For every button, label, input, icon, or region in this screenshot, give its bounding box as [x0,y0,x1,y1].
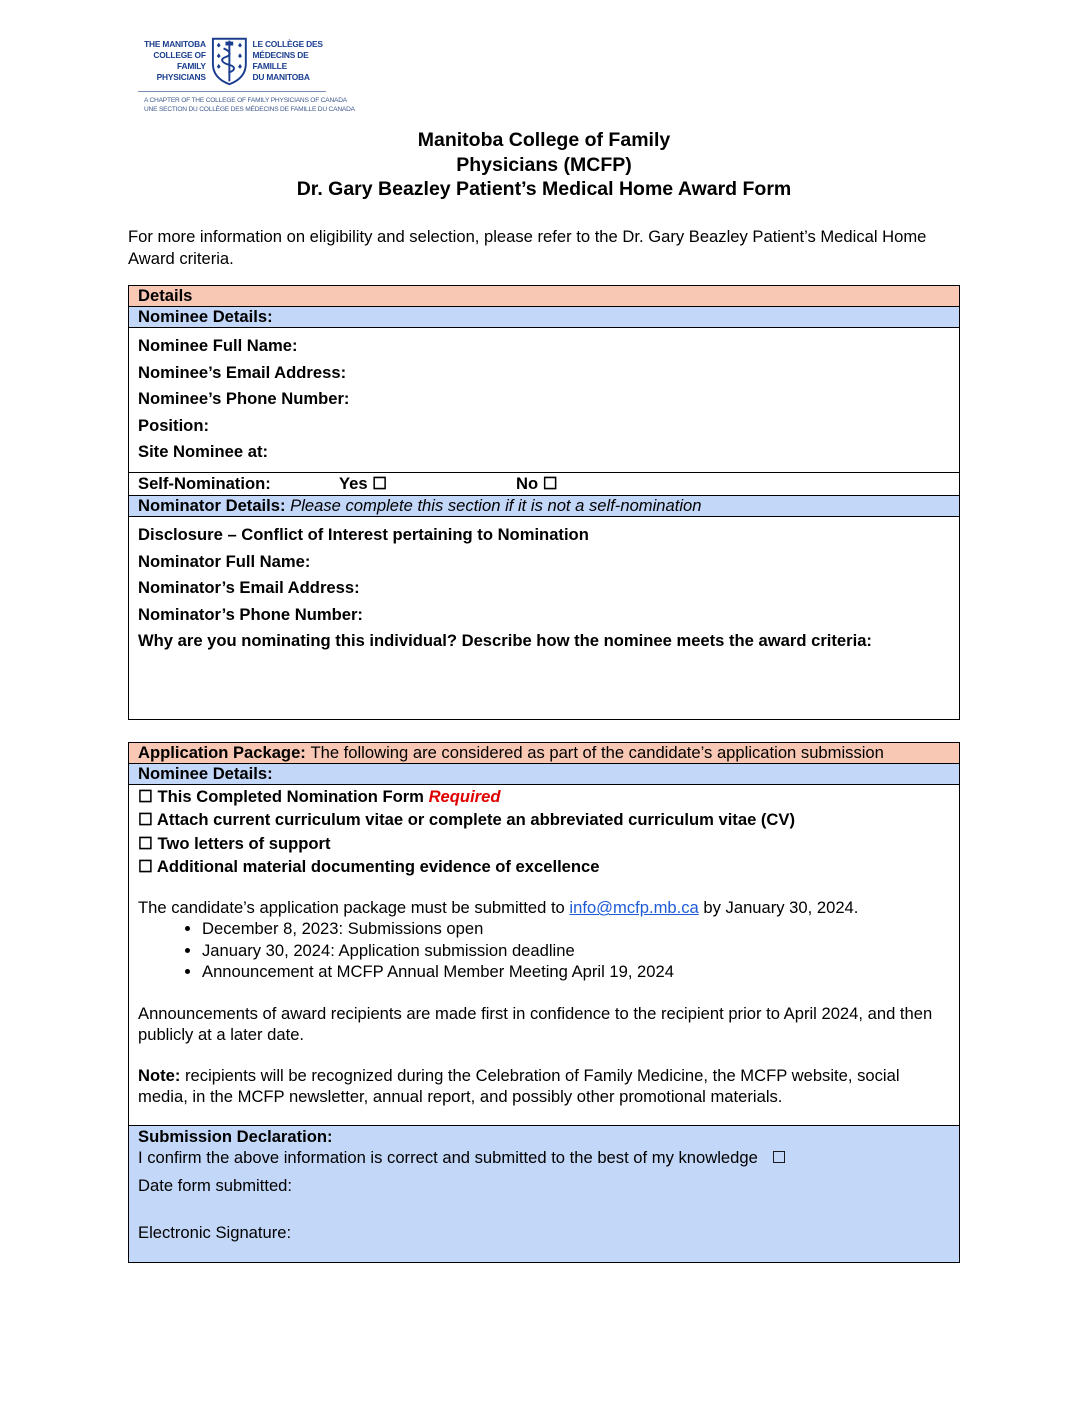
confirm-checkbox[interactable]: ☐ [771,1147,787,1167]
page-title: Manitoba College of Family Physicians (MCFP) Dr. Gary Beazley Patient’s Medical Home Award Form [296,129,792,200]
package-body [129,785,960,1126]
nominator-email-field[interactable]: Nominator’s Email Address: [138,578,360,598]
yes-checkbox[interactable]: ☐ [372,473,388,493]
checkbox[interactable]: ☐ [138,856,153,876]
application-package-table [128,742,960,1263]
mcfp-logo [138,36,355,118]
electronic-signature-field[interactable]: Electronic Signature: [138,1222,292,1242]
key-dates-list [138,918,950,983]
checklist-item-cv[interactable]: ☐ Attach current curriculum vitae or complete an abbreviated curriculum vitae (CV) [138,810,796,830]
details-header: Details [129,286,960,307]
conflict-disclosure-field[interactable]: Disclosure – Conflict of Interest pertaining to Nomination [138,524,589,544]
list-item: • Announcement at MCFP Annual Member Meeting April 19, 2024 [202,961,950,983]
package-nominee-details-header: Nominee Details: [129,764,960,785]
logo-name-en: THE MANITOBA COLLEGE OF FAMILY PHYSICIANS [144,39,206,82]
self-nomination-no[interactable]: No ☐ [516,473,558,493]
announcements-text: Announcements of award recipients are made first in confidence to the recipient prior to April 2024, and then publicly at a later date. [138,1003,933,1044]
nominee-fields [129,328,960,473]
nominee-phone-field[interactable]: Nominee’s Phone Number: [138,389,350,409]
checkbox[interactable]: ☐ [138,810,153,830]
logo-tagline: A CHAPTER OF THE COLLEGE OF FAMILY PHYSICIANS OF CANADA UNE SECTION DU COLLÈGE DES MÉDECINS DE FAMILLE DU CANADA [144,97,355,113]
declaration-confirm: I confirm the above information is correct and submitted to the best of my knowledge ☐ [138,1147,787,1167]
checklist-item-additional-material[interactable]: ☐ Additional material documenting evidence of excellence [138,856,600,876]
intro-text: For more information on eligibility and selection, please refer to the Dr. Gary Beazley Patient’s Medical Home Award criteria. [128,227,927,268]
list-item: • December 8, 2023: Submissions open [202,918,950,940]
declaration-header: Submission Declaration: [138,1126,333,1146]
package-checklist [138,785,950,878]
nominee-full-name-field[interactable]: Nominee Full Name: [138,336,298,355]
submission-declaration [129,1125,960,1262]
logo-divider [138,91,326,92]
checklist-item-letters[interactable]: ☐ Two letters of support [138,833,331,853]
required-label: Required [428,787,501,806]
submission-instructions: The candidate’s application package must be submitted to info@mcfp.mb.ca by January 30, 2024. [138,898,859,918]
shield-crest-icon [210,36,249,86]
self-nomination-row [129,472,960,495]
logo-name-fr: LE COLLÈGE DES MÉDECINS DE FAMILLE DU MANITOBA [252,39,323,82]
nominator-full-name-field[interactable]: Nominator Full Name: [138,551,311,571]
nominator-details-header: Nominator Details: Please complete this section if it is not a self-nomination [129,495,960,516]
self-nomination-label: Self-Nomination: [138,473,271,493]
self-nomination-yes[interactable]: Yes ☐ [339,473,388,493]
submission-email-link[interactable]: info@mcfp.mb.ca [569,898,699,918]
checkbox[interactable]: ☐ [138,833,153,853]
nomination-reason-field[interactable]: Why are you nominating this individual? Describe how the nominee meets the award criteria: [138,631,872,651]
checklist-item-nomination-form[interactable]: ☐ This Completed Nomination Form Required [138,787,501,806]
application-package-header: Application Package: The following are considered as part of the candidate’s application submission [129,743,960,764]
nominee-email-field[interactable]: Nominee’s Email Address: [138,362,347,382]
nominator-fields [129,516,960,719]
nominee-site-field[interactable]: Site Nominee at: [138,442,269,462]
no-checkbox[interactable]: ☐ [542,473,558,493]
date-submitted-field[interactable]: Date form submitted: [138,1175,293,1195]
nominee-position-field[interactable]: Position: [138,415,209,435]
nominator-note: Please complete this section if it is not a self-nomination [290,495,702,515]
note-text: Note: recipients will be recognized during the Celebration of Family Medicine, the MCFP website, social media, in the MCFP newsletter, annual report, and possibly other promotional materials. [138,1065,900,1106]
nominator-phone-field[interactable]: Nominator’s Phone Number: [138,604,363,624]
details-table [128,285,960,720]
list-item: • January 30, 2024: Application submission deadline [202,940,950,962]
checkbox[interactable]: ☐ [138,787,153,806]
nominee-details-header: Nominee Details: [129,307,960,328]
